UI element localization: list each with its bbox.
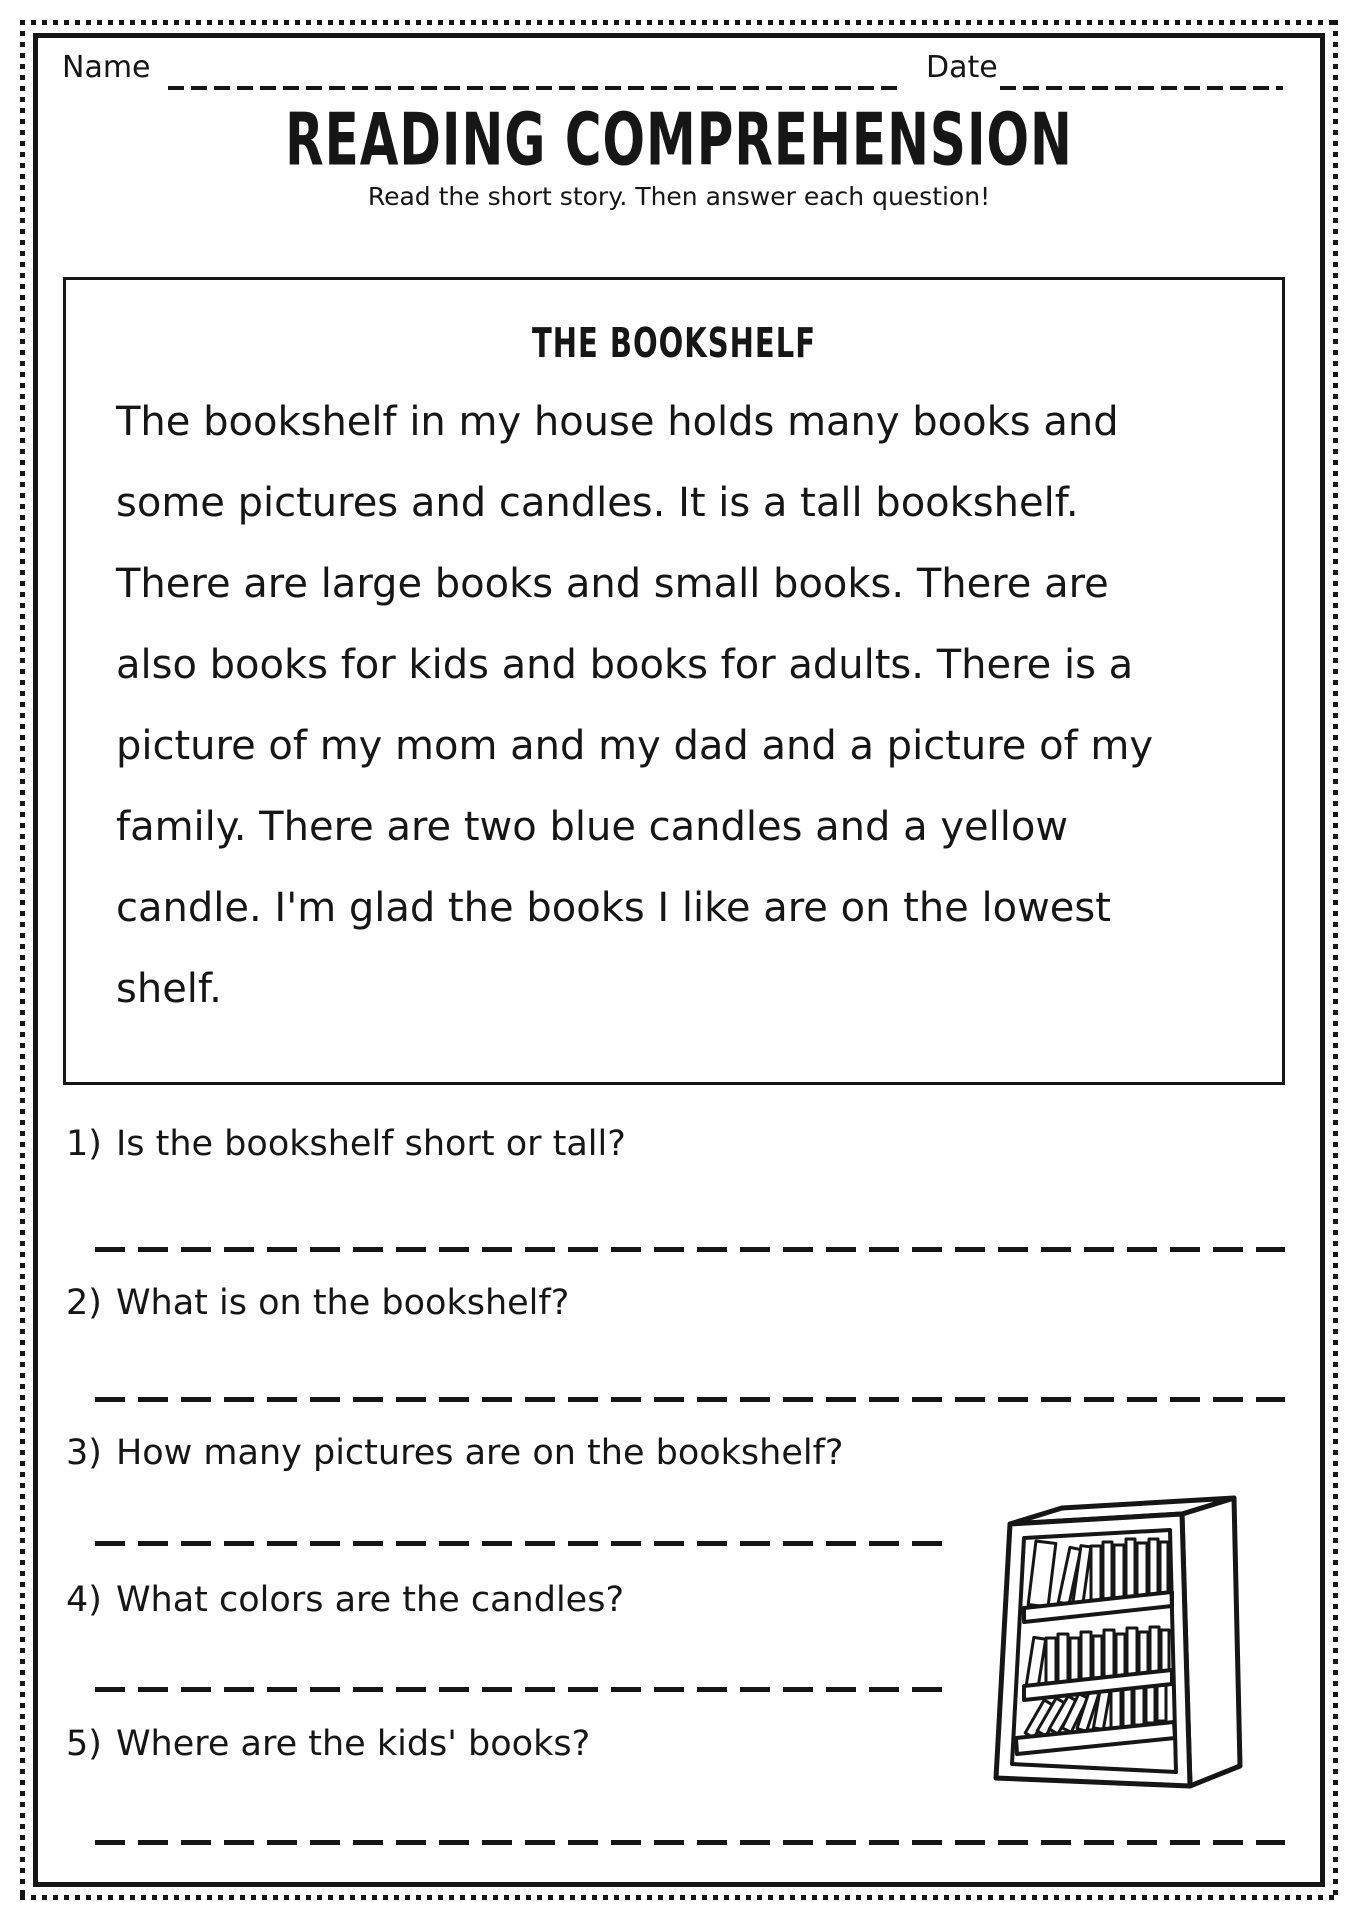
story-line: family. There are two blue candles and a yellow [116,804,1069,850]
question-1-number: 1) [66,1124,102,1164]
story-line: picture of my mom and my dad and a picture of my [116,723,1154,769]
dotted-border-bottom [20,1895,1338,1900]
answer-line-2[interactable] [95,1397,1285,1402]
worksheet-subtitle: Read the short story. Then answer each question! [367,182,991,211]
question-5-number: 5) [66,1724,102,1764]
question-1-text: Is the bookshelf short or tall? [115,1124,626,1164]
question-1 [66,1122,626,1166]
story-line: candle. I'm glad the books I like are on the lowest [116,885,1111,931]
question-2 [66,1281,569,1325]
name-input-line[interactable] [168,86,898,90]
story-line: The bookshelf in my house holds many books and [116,399,1119,445]
story-text [116,382,1262,1030]
story-line: some pictures and candles. It is a tall bookshelf. [116,480,1079,526]
question-5 [66,1722,590,1766]
story-line: also books for kids and books for adults. There is a [116,642,1134,688]
dotted-border-top [20,20,1338,25]
question-2-text: What is on the bookshelf? [115,1283,570,1323]
answer-line-3[interactable] [95,1541,952,1546]
question-3 [66,1431,844,1475]
question-4-text: What colors are the candles? [115,1580,625,1620]
worksheet-title: READING COMPREHENSION [285,97,1073,183]
answer-line-5[interactable] [95,1840,1285,1845]
name-label: Name [62,50,151,85]
question-2-number: 2) [66,1283,102,1323]
date-input-line[interactable] [1000,86,1283,90]
question-3-number: 3) [66,1433,102,1473]
answer-line-1[interactable] [95,1247,1285,1252]
question-4-number: 4) [66,1580,102,1620]
question-4 [66,1578,624,1622]
dotted-border-left [20,20,25,1900]
answer-line-4[interactable] [95,1687,952,1692]
dotted-border-right [1333,20,1338,1900]
bookshelf-illustration [988,1488,1260,1806]
question-3-text: How many pictures are on the bookshelf? [115,1433,844,1473]
story-line: There are large books and small books. There are [116,561,1109,607]
date-label: Date [926,50,998,85]
question-5-text: Where are the kids' books? [115,1724,591,1764]
story-title: THE BOOKSHELF [531,319,817,367]
story-line: shelf. [116,966,222,1012]
story-box [63,277,1285,1085]
